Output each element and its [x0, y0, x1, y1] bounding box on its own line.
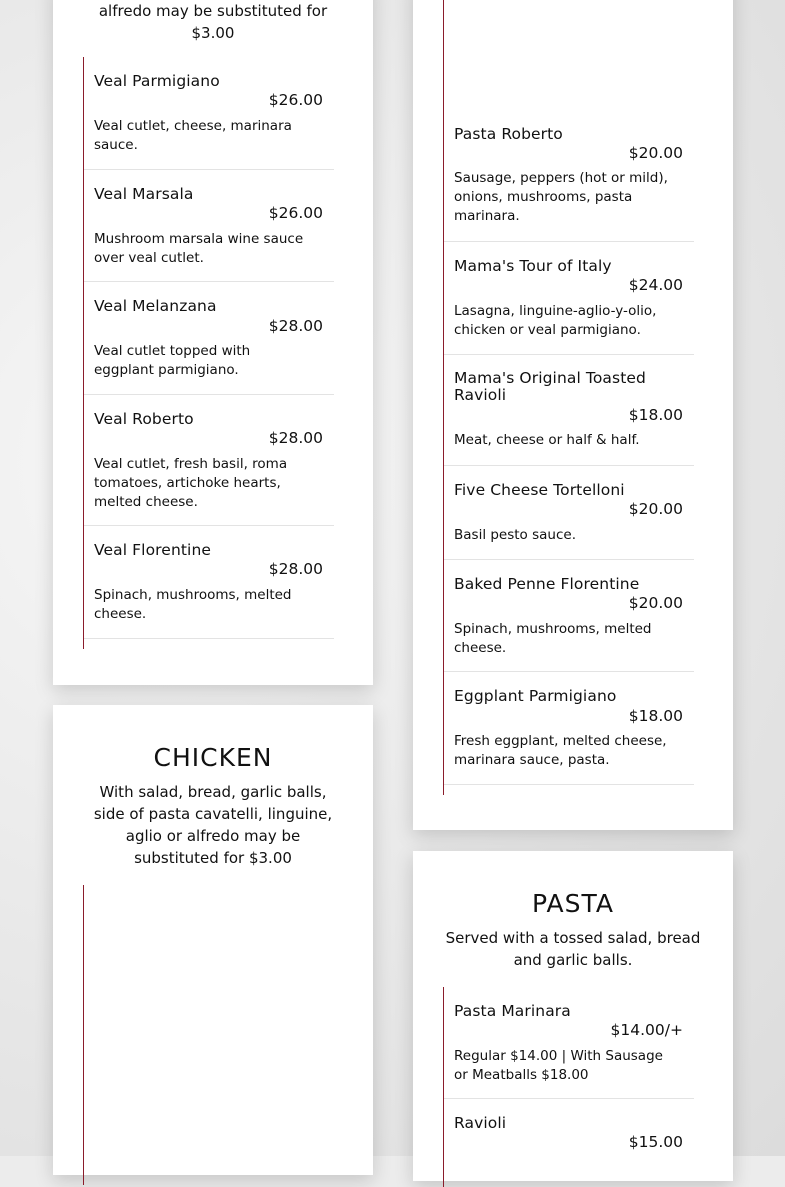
menu-item[interactable] — [444, 1099, 694, 1179]
item-name: Veal Roberto — [94, 410, 194, 428]
item-name: Veal Florentine — [94, 541, 212, 559]
item-price: $28.00 — [268, 429, 323, 447]
item-price: $20.00 — [628, 500, 683, 518]
specialties-menu-card — [413, 0, 733, 830]
item-description: Veal cutlet, fresh basil, roma tomatoes, artichoke hearts, melted cheese. — [94, 456, 288, 510]
item-name: Eggplant Parmigiano — [454, 687, 617, 705]
item-price: $14.00/+ — [610, 1021, 683, 1039]
item-name: Pasta Roberto — [454, 125, 563, 143]
item-description: Spinach, mushrooms, melted cheese. — [94, 587, 292, 622]
pasta-item-list — [443, 987, 694, 1187]
item-name: Five Cheese Tortelloni — [454, 481, 625, 499]
item-price: $18.00 — [628, 406, 683, 424]
item-name: Mama's Original Toasted Ravioli — [454, 369, 646, 404]
menu-item[interactable] — [444, 560, 694, 672]
menu-item[interactable] — [84, 526, 334, 639]
menu-item[interactable] — [84, 170, 334, 282]
item-description: Basil pesto sauce. — [454, 527, 576, 543]
item-name: Pasta Marinara — [454, 1002, 571, 1020]
list-spacer — [444, 0, 694, 105]
item-price: $28.00 — [268, 560, 323, 578]
chicken-section-title: CHICKEN — [153, 743, 273, 772]
menu-item[interactable] — [444, 355, 694, 466]
item-price: $18.00 — [628, 707, 683, 725]
menu-item[interactable] — [84, 57, 334, 170]
item-price: $26.00 — [268, 204, 323, 222]
veal-menu-card — [53, 0, 373, 685]
pasta-subtitle: Served with a tossed salad, bread and garlic balls. — [445, 929, 701, 969]
pasta-section-title: PASTA — [532, 889, 614, 918]
menu-item[interactable] — [444, 242, 694, 355]
item-description: Lasagna, linguine-aglio-y-olio, chicken or veal parmigiano. — [454, 303, 657, 338]
veal-item-list — [83, 57, 334, 649]
menu-item[interactable] — [444, 672, 694, 785]
item-description: Fresh eggplant, melted cheese, marinara sauce, pasta. — [454, 733, 667, 768]
item-name: Mama's Tour of Italy — [454, 257, 612, 275]
item-name: Veal Parmigiano — [94, 72, 220, 90]
item-price: $28.00 — [268, 317, 323, 335]
item-description: Regular $14.00 | With Sausage or Meatballs $18.00 — [454, 1048, 663, 1083]
item-description: Sausage, peppers (hot or mild), onions, mushrooms, pasta marinara. — [454, 170, 668, 224]
veal-subtitle: alfredo may be substituted for $3.00 — [98, 2, 328, 42]
menu-item[interactable] — [84, 282, 334, 395]
item-price: $20.00 — [628, 144, 683, 162]
item-description: Veal cutlet, cheese, marinara sauce. — [94, 118, 292, 153]
menu-item[interactable] — [444, 105, 694, 242]
item-name: Ravioli — [454, 1114, 507, 1132]
item-description: Spinach, mushrooms, melted cheese. — [454, 621, 652, 656]
item-description: Veal cutlet topped with eggplant parmigiano. — [94, 343, 251, 378]
item-price: $26.00 — [268, 91, 323, 109]
item-description: Meat, cheese or half & half. — [454, 432, 640, 448]
item-price: $24.00 — [628, 276, 683, 294]
item-name: Baked Penne Florentine — [454, 575, 640, 593]
pasta-menu-card — [413, 851, 733, 1181]
item-name: Veal Melanzana — [94, 297, 217, 315]
item-name: Veal Marsala — [94, 185, 194, 203]
item-price: $15.00 — [628, 1133, 683, 1151]
menu-item[interactable] — [444, 466, 694, 560]
item-price: $20.00 — [628, 594, 683, 612]
item-description: Mushroom marsala wine sauce over veal cutlet. — [94, 231, 304, 266]
chicken-subtitle: With salad, bread, garlic balls, side of pasta cavatelli, linguine, aglio or alfredo may be substituted for $3.00 — [93, 783, 333, 867]
specialties-item-list — [443, 0, 694, 795]
chicken-item-list — [83, 885, 334, 1185]
chicken-menu-card — [53, 705, 373, 1175]
menu-item[interactable] — [84, 395, 334, 526]
menu-item[interactable] — [444, 987, 694, 1099]
